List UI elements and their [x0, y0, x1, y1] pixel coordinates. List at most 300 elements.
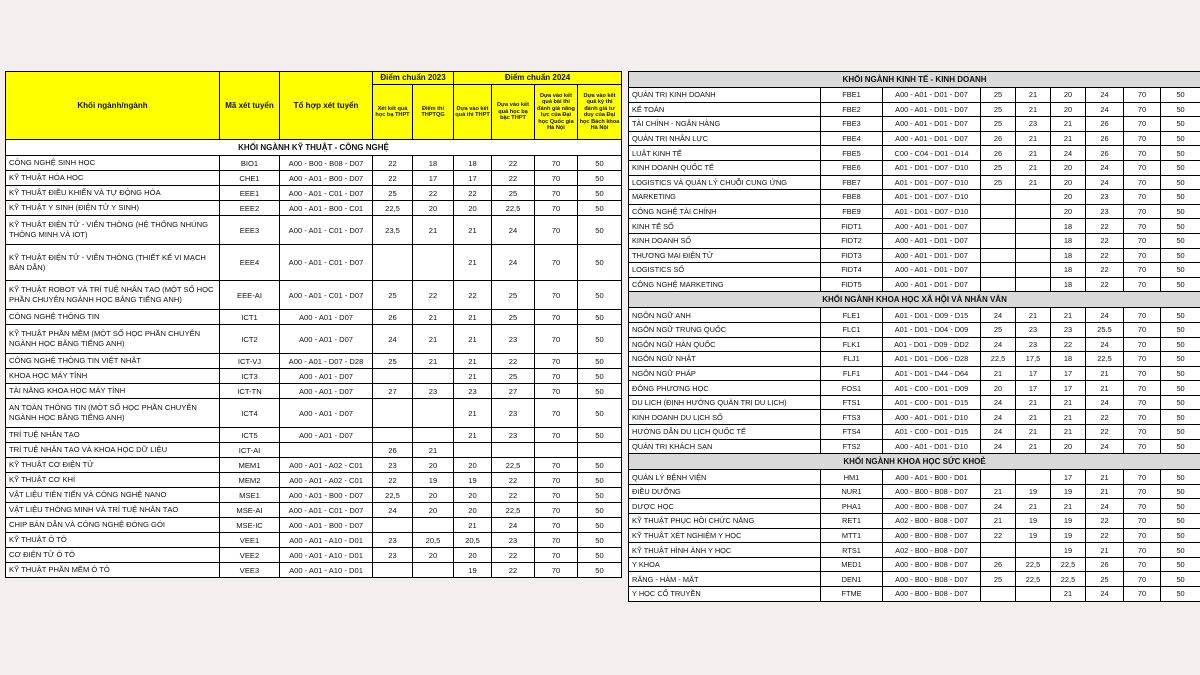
table-row — [6, 548, 622, 563]
major-code: PHA1 — [821, 499, 883, 514]
score-cell: 70 — [1124, 263, 1161, 278]
score-cell — [413, 399, 454, 428]
score-cell: 70 — [535, 245, 578, 281]
major-code: FLJ1 — [821, 352, 883, 367]
score-cell: 18 — [1051, 277, 1086, 292]
major-code: FTS2 — [821, 439, 883, 454]
major-code: MSE1 — [220, 488, 280, 503]
score-cell: 70 — [1124, 587, 1161, 602]
score-cell: 23 — [454, 384, 492, 399]
score-cell: 19 — [1051, 514, 1086, 529]
score-cell: 23 — [492, 325, 535, 354]
table-row — [6, 310, 622, 325]
score-cell: 24 — [373, 503, 413, 518]
table-row — [629, 131, 1200, 146]
table-row — [629, 528, 1200, 543]
score-cell: 26 — [981, 146, 1016, 161]
score-cell: 22 — [492, 354, 535, 369]
score-cell — [1016, 263, 1051, 278]
score-cell: 70 — [1124, 146, 1161, 161]
score-cell: 21 — [454, 354, 492, 369]
score-cell — [578, 443, 622, 458]
score-cell: 50 — [578, 533, 622, 548]
score-cell: 21 — [1016, 439, 1051, 454]
score-cell: 21 — [454, 428, 492, 443]
subject-combo: A00 - A01 - D07 — [280, 428, 373, 443]
score-cell: 50 — [1161, 322, 1200, 337]
major-name: KẾ TOÁN — [629, 102, 821, 117]
score-cell: 70 — [1124, 470, 1161, 485]
score-cell: 21 — [454, 399, 492, 428]
score-cell: 50 — [1161, 528, 1200, 543]
score-cell: 20 — [454, 548, 492, 563]
score-cell: 21 — [413, 325, 454, 354]
major-code: MEM1 — [220, 458, 280, 473]
score-cell: 50 — [1161, 337, 1200, 352]
score-cell: 70 — [1124, 557, 1161, 572]
subject-combo: A00 - B00 - B08 - D07 — [883, 484, 981, 499]
score-cell: 20 — [413, 201, 454, 216]
major-name: MARKETING — [629, 190, 821, 205]
score-cell: 21 — [1016, 425, 1051, 440]
score-cell: 50 — [1161, 470, 1200, 485]
score-cell: 17 — [1051, 366, 1086, 381]
score-cell: 21 — [981, 484, 1016, 499]
major-name: TÀI CHÍNH - NGÂN HÀNG — [629, 117, 821, 132]
major-name: KỸ THUẬT HÓA HỌC — [6, 171, 220, 186]
major-code: ICT2 — [220, 325, 280, 354]
right-score-table — [628, 71, 1200, 602]
major-name: KINH DOANH SỐ — [629, 233, 821, 248]
score-cell: 25 — [373, 354, 413, 369]
subject-combo: A00 - A01 - D01 - D07 — [883, 88, 981, 103]
score-cell: 50 — [1161, 131, 1200, 146]
score-cell: 25 — [492, 310, 535, 325]
score-cell: 24 — [981, 439, 1016, 454]
subject-combo: A00 - A01 - A10 - D01 — [280, 533, 373, 548]
major-code: MSE-AI — [220, 503, 280, 518]
major-name: NGÔN NGỮ PHÁP — [629, 366, 821, 381]
score-cell: 50 — [1161, 308, 1200, 323]
score-cell: 23 — [373, 458, 413, 473]
score-cell: 22 — [492, 548, 535, 563]
score-cell — [413, 563, 454, 578]
score-cell: 70 — [535, 458, 578, 473]
major-code: MEM2 — [220, 473, 280, 488]
score-cell: 21 — [454, 369, 492, 384]
score-cell: 17 — [413, 171, 454, 186]
score-cell: 24 — [1086, 308, 1124, 323]
score-cell: 27 — [492, 384, 535, 399]
subject-combo: A00 - B00 - B08 - D07 — [883, 587, 981, 602]
score-cell: 22 — [1086, 514, 1124, 529]
col-sub-2024-hocba: Dựa vào kết quả học bạ bậc THPT — [492, 85, 535, 140]
score-cell: 21 — [1051, 308, 1086, 323]
score-cell: 21 — [1016, 146, 1051, 161]
score-cell: 19 — [1051, 528, 1086, 543]
score-cell: 24 — [492, 216, 535, 245]
major-name: ĐIỀU DƯỠNG — [629, 484, 821, 499]
score-cell: 70 — [535, 171, 578, 186]
table-row — [629, 277, 1200, 292]
major-code: FTS3 — [821, 410, 883, 425]
subject-combo: A00 - B00 - B08 - D07 — [280, 156, 373, 171]
score-cell: 70 — [535, 354, 578, 369]
score-cell: 22 — [373, 156, 413, 171]
score-cell: 17,5 — [1016, 352, 1051, 367]
score-cell: 22,5 — [1016, 572, 1051, 587]
subject-combo: A00 - B00 - B08 - D07 — [883, 499, 981, 514]
table-row — [629, 587, 1200, 602]
score-cell — [981, 233, 1016, 248]
major-name: KINH DOANH QUỐC TẾ — [629, 160, 821, 175]
score-cell: 22 — [1086, 233, 1124, 248]
score-cell: 23 — [1016, 337, 1051, 352]
score-cell — [373, 518, 413, 533]
subject-combo: A01 - D01 - D07 - D10 — [883, 175, 981, 190]
table-row — [629, 410, 1200, 425]
table-row — [6, 245, 622, 281]
major-name: QUẢN TRỊ NHÂN LỰC — [629, 131, 821, 146]
score-cell: 23 — [373, 533, 413, 548]
score-cell: 50 — [578, 186, 622, 201]
major-code: ICT3 — [220, 369, 280, 384]
subject-combo: A01 - D01 - D07 - D10 — [883, 204, 981, 219]
score-cell: 50 — [1161, 204, 1200, 219]
table-row — [629, 572, 1200, 587]
major-code: FIDT3 — [821, 248, 883, 263]
score-cell — [981, 543, 1016, 558]
score-cell: 26 — [1086, 557, 1124, 572]
major-name: KỸ THUẬT PHẦN MỀM Ô TÔ — [6, 563, 220, 578]
score-cell: 50 — [1161, 352, 1200, 367]
score-cell: 50 — [1161, 425, 1200, 440]
score-cell: 22,5 — [492, 503, 535, 518]
score-cell: 25 — [373, 281, 413, 310]
score-cell: 23 — [492, 428, 535, 443]
score-cell: 21 — [413, 216, 454, 245]
score-cell: 20 — [1051, 439, 1086, 454]
score-cell: 70 — [1124, 528, 1161, 543]
section-title: KHỐI NGÀNH KỸ THUẬT - CÔNG NGHỆ — [6, 140, 622, 156]
score-cell: 19 — [1051, 484, 1086, 499]
subject-combo: A00 - A01 - D01 - D10 — [883, 410, 981, 425]
major-name: KỸ THUẬT PHỤC HỒI CHỨC NĂNG — [629, 514, 821, 529]
score-cell: 70 — [1124, 322, 1161, 337]
major-code: ICT-AI — [220, 443, 280, 458]
score-cell: 24 — [1086, 439, 1124, 454]
score-cell: 21 — [1086, 381, 1124, 396]
col-group-2023: Điểm chuẩn 2023 — [373, 72, 454, 85]
score-cell: 21 — [454, 518, 492, 533]
score-cell: 50 — [578, 384, 622, 399]
score-cell: 70 — [535, 563, 578, 578]
subject-combo: A00 - A01 - C01 - D07 — [280, 216, 373, 245]
score-cell: 20 — [413, 458, 454, 473]
score-cell — [413, 369, 454, 384]
major-code: RTS1 — [821, 543, 883, 558]
major-code: HM1 — [821, 470, 883, 485]
score-cell: 70 — [1124, 572, 1161, 587]
major-name: DƯỢC HỌC — [629, 499, 821, 514]
score-cell: 21 — [454, 216, 492, 245]
score-cell: 25 — [981, 117, 1016, 132]
score-cell: 70 — [1124, 395, 1161, 410]
subject-combo: A01 - D01 - D07 - D10 — [883, 190, 981, 205]
score-cell: 17 — [1051, 381, 1086, 396]
score-cell — [981, 248, 1016, 263]
score-cell: 24 — [1086, 175, 1124, 190]
subject-combo: A00 - A01 - D01 - D07 — [883, 131, 981, 146]
score-cell: 26 — [1086, 146, 1124, 161]
score-cell: 50 — [1161, 160, 1200, 175]
score-cell: 25 — [981, 88, 1016, 103]
score-cell: 70 — [535, 533, 578, 548]
score-cell: 25 — [1086, 572, 1124, 587]
major-code: FLK1 — [821, 337, 883, 352]
score-cell: 24 — [981, 337, 1016, 352]
score-cell: 22,5 — [492, 458, 535, 473]
major-code: NUR1 — [821, 484, 883, 499]
score-cell — [981, 587, 1016, 602]
score-cell: 23,5 — [373, 216, 413, 245]
score-cell: 50 — [578, 325, 622, 354]
table-row — [629, 146, 1200, 161]
score-cell — [413, 428, 454, 443]
score-cell: 19 — [1016, 528, 1051, 543]
subject-combo: A00 - A01 - B00 - D01 — [883, 470, 981, 485]
score-cell: 25 — [492, 281, 535, 310]
subject-combo: A01 - C00 - D01 - D15 — [883, 425, 981, 440]
score-cell: 22 — [492, 473, 535, 488]
score-cell — [1016, 219, 1051, 234]
score-cell: 19 — [1016, 514, 1051, 529]
major-name: LUẬT KINH TẾ — [629, 146, 821, 161]
table-row — [629, 499, 1200, 514]
score-cell: 21 — [1016, 131, 1051, 146]
major-name: QUẢN TRỊ KINH DOANH — [629, 88, 821, 103]
major-code: FTME — [821, 587, 883, 602]
score-cell: 70 — [1124, 484, 1161, 499]
score-cell: 50 — [1161, 587, 1200, 602]
score-cell — [1016, 190, 1051, 205]
score-cell: 50 — [1161, 190, 1200, 205]
table-row — [629, 395, 1200, 410]
major-code: FBE8 — [821, 190, 883, 205]
score-cell: 20 — [454, 458, 492, 473]
score-cell: 20 — [1051, 175, 1086, 190]
table-row — [629, 190, 1200, 205]
score-cell — [413, 245, 454, 281]
score-cell: 70 — [1124, 410, 1161, 425]
major-name: KỸ THUẬT ĐIỆN TỬ - VIỄN THÔNG (HỆ THỐNG NHÚNG THÔNG MINH VÀ IOT) — [6, 216, 220, 245]
score-cell: 22 — [1086, 248, 1124, 263]
score-cell: 18 — [1051, 263, 1086, 278]
major-name: KINH DOANH DU LỊCH SỐ — [629, 410, 821, 425]
score-cell: 20 — [413, 503, 454, 518]
score-cell: 21 — [1051, 410, 1086, 425]
subject-combo: A01 - D01 - D06 - D28 — [883, 352, 981, 367]
score-cell: 50 — [1161, 439, 1200, 454]
score-cell: 24 — [981, 308, 1016, 323]
subject-combo: A00 - A01 - D01 - D07 — [883, 277, 981, 292]
table-row — [6, 369, 622, 384]
score-cell — [981, 263, 1016, 278]
major-name: THƯƠNG MẠI ĐIỆN TỬ — [629, 248, 821, 263]
score-cell: 50 — [578, 310, 622, 325]
major-name: KỸ THUẬT PHẦN MỀM (MỘT SỐ HỌC PHẦN CHUYÊN NGÀNH HỌC BẰNG TIẾNG ANH) — [6, 325, 220, 354]
score-cell: 21 — [1016, 102, 1051, 117]
score-cell: 50 — [1161, 248, 1200, 263]
major-name: KỸ THUẬT XÉT NGHIỆM Y HỌC — [629, 528, 821, 543]
score-cell: 22 — [981, 528, 1016, 543]
major-name: CÔNG NGHỆ MARKETING — [629, 277, 821, 292]
score-cell: 50 — [578, 428, 622, 443]
score-cell: 50 — [1161, 277, 1200, 292]
score-cell: 70 — [535, 399, 578, 428]
table-row — [629, 175, 1200, 190]
table-row — [629, 219, 1200, 234]
score-cell: 21 — [454, 310, 492, 325]
table-row — [629, 204, 1200, 219]
score-cell: 21 — [1051, 395, 1086, 410]
score-cell: 26 — [1086, 117, 1124, 132]
major-name: ĐÔNG PHƯƠNG HỌC — [629, 381, 821, 396]
score-cell: 70 — [1124, 117, 1161, 132]
table-row — [629, 337, 1200, 352]
major-name: Y HỌC CỔ TRUYỀN — [629, 587, 821, 602]
section-row — [629, 454, 1200, 470]
table-row — [6, 384, 622, 399]
major-code: ICT1 — [220, 310, 280, 325]
score-cell: 50 — [1161, 381, 1200, 396]
score-cell: 22 — [1086, 219, 1124, 234]
table-row — [629, 160, 1200, 175]
score-cell: 70 — [535, 186, 578, 201]
subject-combo: A01 - C00 - D01 - D09 — [883, 381, 981, 396]
score-cell: 70 — [1124, 381, 1161, 396]
score-cell: 20 — [981, 381, 1016, 396]
major-code: FBE6 — [821, 160, 883, 175]
score-cell: 22 — [1086, 277, 1124, 292]
score-cell: 70 — [1124, 277, 1161, 292]
major-code: VEE2 — [220, 548, 280, 563]
score-cell: 70 — [535, 281, 578, 310]
subject-combo: A00 - A01 - D07 — [280, 399, 373, 428]
col-sub-2024-thpt: Dựa vào kết quả thi THPT — [454, 85, 492, 140]
col-group-2024: Điểm chuẩn 2024 — [454, 72, 622, 85]
major-code: FLF1 — [821, 366, 883, 381]
subject-combo: A00 - A01 - D07 - D28 — [280, 354, 373, 369]
major-code: MSE-IC — [220, 518, 280, 533]
score-cell: 21 — [1016, 308, 1051, 323]
major-code: EEE1 — [220, 186, 280, 201]
score-cell: 21 — [1016, 395, 1051, 410]
score-cell — [1016, 204, 1051, 219]
score-cell: 21 — [1086, 484, 1124, 499]
score-cell: 23 — [492, 399, 535, 428]
subject-combo: A00 - A01 - C01 - D07 — [280, 245, 373, 281]
major-code: FLC1 — [821, 322, 883, 337]
major-name: CÔNG NGHỆ THÔNG TIN — [6, 310, 220, 325]
major-name: TRÍ TUỆ NHÂN TẠO — [6, 428, 220, 443]
score-cell: 24 — [981, 395, 1016, 410]
score-cell: 70 — [535, 156, 578, 171]
score-cell: 70 — [1124, 131, 1161, 146]
major-code: EEE4 — [220, 245, 280, 281]
score-cell — [1016, 543, 1051, 558]
major-name: TÀI NĂNG KHOA HỌC MÁY TÍNH — [6, 384, 220, 399]
score-cell: 21 — [1016, 499, 1051, 514]
score-cell: 20 — [454, 503, 492, 518]
major-name: QUẢN TRỊ KHÁCH SẠN — [629, 439, 821, 454]
major-name: KỸ THUẬT Y SINH (ĐIỆN TỬ Y SINH) — [6, 201, 220, 216]
score-cell: 25 — [492, 186, 535, 201]
table-row — [629, 352, 1200, 367]
score-cell: 20 — [1051, 88, 1086, 103]
score-cell: 70 — [1124, 204, 1161, 219]
score-cell: 25 — [492, 369, 535, 384]
score-cell: 50 — [578, 518, 622, 533]
score-cell: 50 — [1161, 410, 1200, 425]
score-cell — [373, 369, 413, 384]
table-row — [6, 443, 622, 458]
score-cell: 24 — [1086, 160, 1124, 175]
score-cell: 22,5 — [1051, 557, 1086, 572]
score-cell: 50 — [1161, 484, 1200, 499]
table-row — [6, 399, 622, 428]
score-cell: 24 — [1086, 337, 1124, 352]
score-cell: 25.5 — [1086, 322, 1124, 337]
score-cell: 25 — [981, 175, 1016, 190]
major-name: RĂNG - HÀM - MẶT — [629, 572, 821, 587]
score-cell — [981, 204, 1016, 219]
score-cell: 24 — [492, 518, 535, 533]
section-row — [629, 72, 1200, 88]
score-cell: 22,5 — [1086, 352, 1124, 367]
score-cell: 50 — [1161, 263, 1200, 278]
subject-combo: A01 - D01 - D07 - D10 — [883, 160, 981, 175]
col-sub-2024-dgtd: Dựa vào kết quả kỳ thi đánh giá tư duy của Đại học Bách khoa Hà Nội — [578, 85, 622, 140]
score-cell: 25 — [981, 102, 1016, 117]
subject-combo: C00 - C04 - D01 - D14 — [883, 146, 981, 161]
table-row — [6, 503, 622, 518]
subject-combo: A00 - A01 - B00 - D07 — [280, 171, 373, 186]
score-cell: 50 — [578, 503, 622, 518]
score-cell: 26 — [981, 131, 1016, 146]
major-code: RET1 — [821, 514, 883, 529]
subject-combo: A00 - A01 - D01 - D07 — [883, 102, 981, 117]
table-row — [629, 88, 1200, 103]
score-cell: 20 — [454, 201, 492, 216]
section-row — [629, 292, 1200, 308]
score-cell: 24 — [981, 410, 1016, 425]
score-cell: 70 — [535, 325, 578, 354]
subject-combo: A00 - A01 - D01 - D07 — [883, 263, 981, 278]
col-sub-2023-hocba: Xét kết quả học bạ THPT — [373, 85, 413, 140]
score-cell — [454, 443, 492, 458]
subject-combo: A00 - A01 - C01 - D07 — [280, 186, 373, 201]
subject-combo: A00 - A01 - A10 - D01 — [280, 563, 373, 578]
major-code: FIDT5 — [821, 277, 883, 292]
score-cell: 50 — [1161, 514, 1200, 529]
table-row — [6, 186, 622, 201]
table-row — [629, 102, 1200, 117]
score-cell: 21 — [1051, 425, 1086, 440]
score-cell: 22 — [1051, 337, 1086, 352]
score-cell: 21 — [1086, 366, 1124, 381]
score-cell: 50 — [578, 156, 622, 171]
